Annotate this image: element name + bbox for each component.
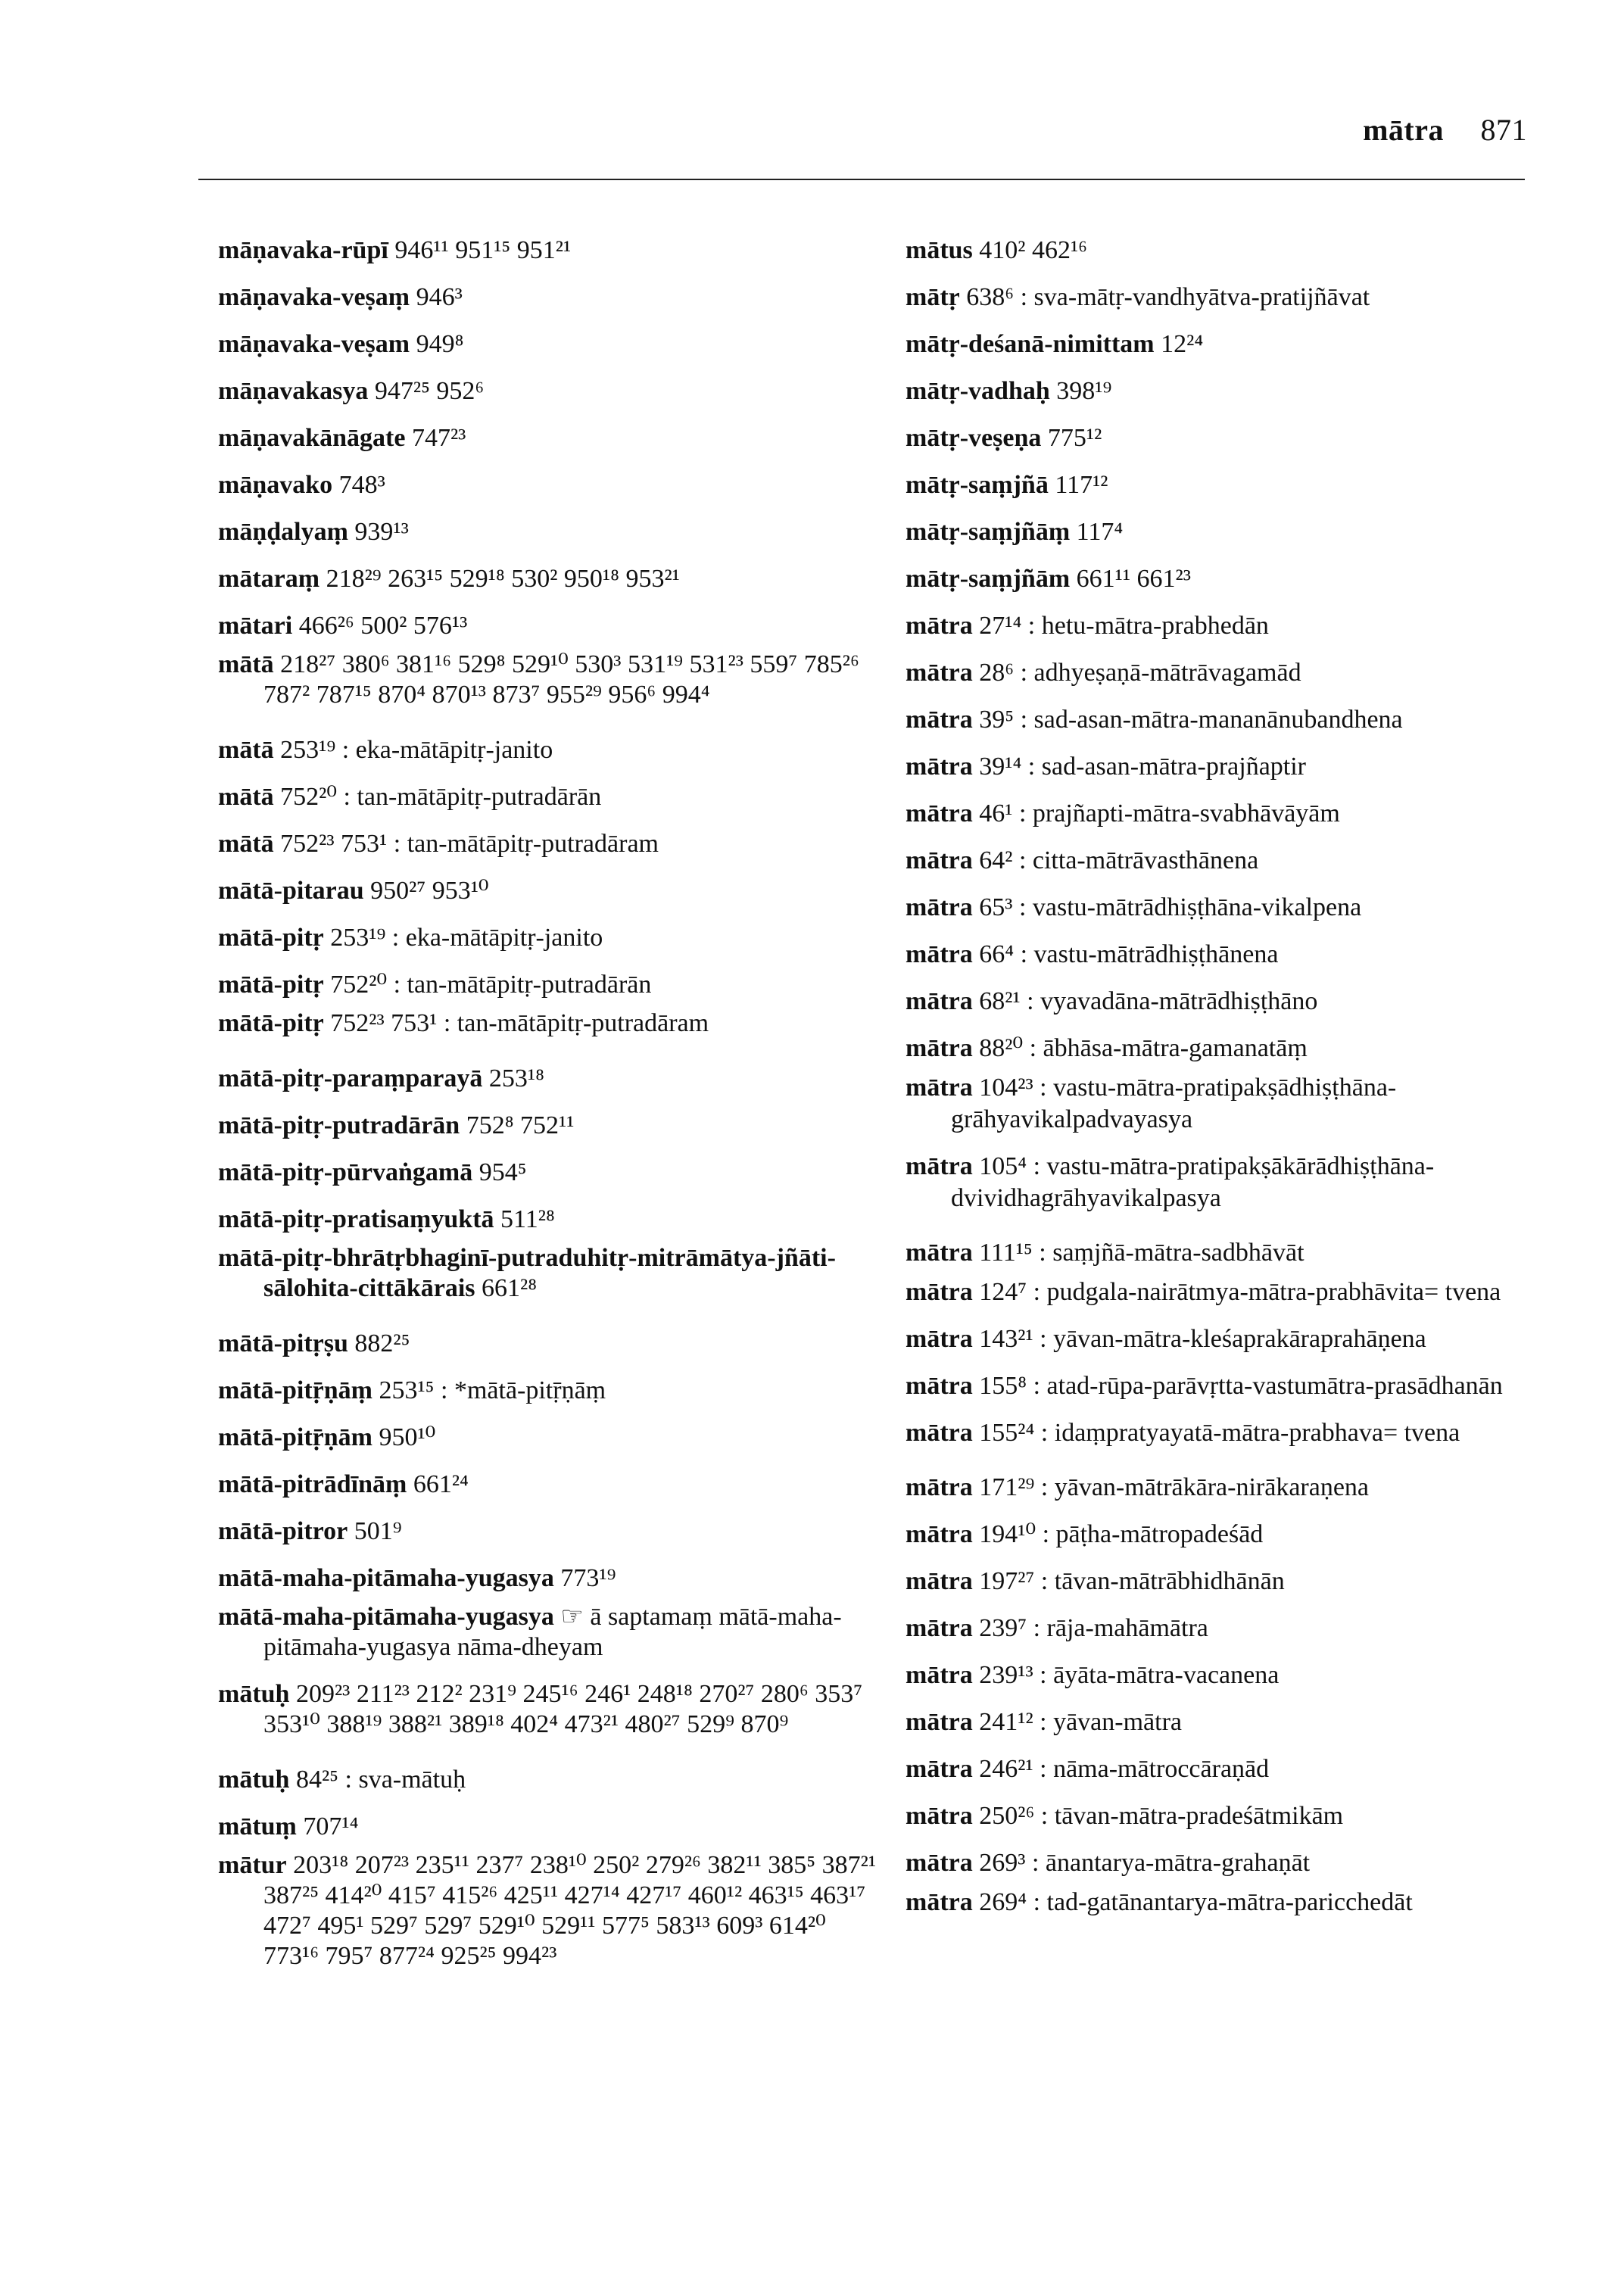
header-rule [198,179,1525,180]
index-entry [906,227,1549,274]
index-entry [906,1025,1549,1072]
entry-lemma: mātra [906,1419,973,1447]
entry-references: 218²⁷ 380⁶ 381¹⁶ 529⁸ 529¹⁰ 530³ 531¹⁹ 531²³ 559⁷ 785²⁶ 787² 787¹⁵ 870⁴ 870¹³ 873⁷ 955²⁹ 956⁶ 994⁴ [263,650,859,709]
entry-lemma: mātaraṃ [218,565,320,593]
entry-references: 501⁹ [354,1517,402,1545]
entry-lemma: māṇavakasya [218,377,369,405]
index-entry [218,821,884,868]
entry-references: 752²⁰ [330,971,388,999]
entry-references: 218²⁹ 263¹⁵ 529¹⁸ 530² 950¹⁸ 953²¹ [326,565,680,593]
entry-lemma: mātuṃ [218,1812,297,1840]
entry-compound: : pudgala-nairātmya-mātra-prabhāvita= tvena [1033,1278,1501,1306]
index-entry [218,1602,884,1679]
entry-lemma: mātus [906,236,973,264]
entry-references: 747²³ [411,424,466,452]
entry-lemma: mātra [906,940,973,968]
entry-references: 253¹⁸ [488,1064,544,1092]
entry-lemma: mātā-pitṝṇām [218,1423,372,1451]
index-entry [906,1699,1549,1746]
running-head-word: mātra [1363,113,1444,147]
entry-lemma: mātra [906,1152,973,1180]
entry-lemma: mātra [906,1372,973,1400]
entry-lemma: mātra [906,1239,973,1267]
entry-compound: : hetu-mātra-prabhedān [1027,612,1269,640]
entry-lemma: mātṛ-saṃjñām [906,565,1071,593]
entry-references: 954⁵ [478,1158,527,1186]
index-entry [218,1320,884,1367]
entry-lemma: mātra [906,1755,973,1783]
entry-compound: : yāvan-mātrākāra-nirākaraṇena [1040,1473,1370,1501]
entry-references: 88²⁰ [979,1034,1024,1062]
entry-compound: : ānantarya-mātra-grahaṇāt [1031,1849,1311,1877]
entry-compound: : tan-mātāpitṛ-putradāram [443,1009,709,1037]
entry-compound: : sva-mātṛ-vandhyātva-pratijñāvat [1020,283,1370,311]
index-entry [218,1055,884,1102]
entry-references: 638⁶ [966,283,1015,311]
index-entry [906,1323,1549,1370]
entry-lemma: mātā [218,783,274,811]
entry-references: 661²⁴ [413,1470,469,1498]
entry-lemma: mātra [906,1708,973,1736]
entry-references: 752²⁰ [280,783,337,811]
entry-lemma: mātra [906,846,973,874]
entry-compound: : idaṃpratyayatā-mātra-prabhava= tvena [1040,1419,1460,1447]
right-column [906,227,1549,1934]
index-entry [218,1555,884,1602]
entry-lemma: mātra [906,1661,973,1689]
index-entry [906,1370,1549,1417]
entry-lemma: mātra [906,1034,973,1062]
entry-references: 752²³ 753¹ [280,830,388,858]
entry-references: 105⁴ [979,1152,1027,1180]
index-entry [906,1417,1549,1464]
entry-lemma: māṇavaka-rūpī [218,236,388,264]
entry-references: 748³ [338,471,385,499]
entry-references: 241¹² [979,1708,1033,1736]
entry-lemma: mātra [906,1074,973,1102]
running-head [1363,112,1527,148]
entry-references: 269⁴ [979,1888,1027,1916]
entry-references: 39¹⁴ [979,753,1022,781]
index-entry [906,603,1549,650]
entry-references: 950²⁷ 953¹⁰ [370,877,489,905]
entry-lemma: mātā [218,650,274,678]
entry-references: 84²⁵ [295,1766,339,1794]
index-entry [218,227,884,274]
entry-references: 27¹⁴ [979,612,1022,640]
entry-compound: : *mātā-pitṝṇāṃ [441,1376,606,1404]
entry-references: 946¹¹ 951¹⁵ 951²¹ [394,236,572,264]
index-entry [906,368,1549,415]
entry-lemma: mātṛ-deśanā-nimittam [906,330,1155,358]
entry-references: 28⁶ [979,659,1015,687]
entry-lemma: mātā-pitṛ-pratisaṃyuktā [218,1205,494,1233]
entry-references: 250²⁶ [979,1802,1035,1830]
entry-lemma: mātuḥ [218,1766,290,1794]
index-entry [906,1072,1549,1151]
index-entry [906,1151,1549,1230]
entry-compound: : vastu-mātrādhiṣṭhāna-vikalpena [1018,893,1362,921]
entry-lemma: mātā-pitṝṇāṃ [218,1376,372,1404]
entry-lemma: māṇavako [218,471,333,499]
entry-lemma: mātra [906,1614,973,1642]
entry-references: 269³ [979,1849,1026,1877]
entry-compound: : tan-mātāpitṛ-putradāram [393,830,659,858]
entry-compound: : tan-mātāpitṛ-putradārān [343,783,602,811]
entry-references: 194¹⁰ [979,1520,1036,1548]
entry-lemma: mātā-pitṛṣu [218,1329,348,1357]
index-entry [218,274,884,321]
entry-references: 209²³ 211²³ 212² 231⁹ 245¹⁶ 246¹ 248¹⁸ 270²⁷ 280⁶ 353⁷ 353¹⁰ 388¹⁹ 388²¹ 389¹⁸ 402⁴ 473²¹ 480²⁷ 529⁹ 870⁹ [263,1680,863,1738]
entry-references: 197²⁷ [979,1567,1035,1595]
entry-references: 155²⁴ [979,1419,1035,1447]
entry-references: 661²⁸ [482,1274,538,1302]
entry-lemma: mātā-pitṛ [218,971,324,999]
index-entry [218,1461,884,1508]
entry-references: 939¹³ [354,518,409,546]
entry-compound: : āyāta-mātra-vacanena [1040,1661,1280,1689]
entry-lemma: mātṛ-veṣeṇa [906,424,1042,452]
entry-references: 775¹² [1047,424,1102,452]
index-entry [218,1008,884,1055]
entry-compound: : pāṭha-mātropadeśād [1042,1520,1264,1548]
entry-compound: ā saptamaṃ mātā-maha-pitāmaha-yugasya nāma-dheyam [263,1603,842,1661]
index-entry [906,415,1549,462]
entry-lemma: mātā-pitṛ-pūrvaṅgamā [218,1158,473,1186]
index-entry [218,368,884,415]
index-entry [218,1414,884,1461]
entry-lemma: mātra [906,893,973,921]
index-entry [218,727,884,774]
index-entry [906,1464,1549,1511]
entry-lemma: mātā-pitṛ [218,1009,324,1037]
entry-lemma: mātuḥ [218,1680,290,1708]
entry-lemma: mātra [906,799,973,828]
entry-references: 949⁸ [416,330,464,358]
entry-lemma: mātā-pitṛ-paraṃparayā [218,1064,483,1092]
entry-references: 65³ [979,893,1013,921]
entry-lemma: mātā [218,830,274,858]
page-number: 871 [1480,113,1527,147]
entry-lemma: mātā-pitṛ-bhrātṛbhaginī-putraduhitṛ-mitrāmātya-jñāti-sālohita-cittākārais [218,1244,836,1302]
entry-lemma: mātā-pitṛ [218,924,324,952]
index-entry [906,743,1549,790]
entry-lemma: mātra [906,753,973,781]
entry-references: 466²⁶ 500² 576¹³ [298,612,468,640]
index-entry [218,415,884,462]
entry-references: 117⁴ [1076,518,1124,546]
entry-references: 171²⁹ [979,1473,1035,1501]
index-entry [906,1652,1549,1699]
entry-compound: : vastu-mātra-pratipakṣādhiṣṭhāna-grāhyavikalpadvayasya [951,1074,1397,1133]
entry-references: 64² [979,846,1013,874]
entry-compound: : atad-rūpa-parāvṛtta-vastumātra-prasādhanān [1033,1372,1503,1400]
entry-references: 707¹⁴ [303,1812,359,1840]
index-entry [218,1679,884,1756]
entry-references: 661¹¹ 661²³ [1076,565,1191,593]
entry-compound: : vastu-mātrādhiṣṭhānena [1020,940,1279,968]
index-entry [218,774,884,821]
entry-references: 253¹⁵ [379,1376,435,1404]
index-entry [906,321,1549,368]
entry-compound: : sva-mātuḥ [344,1766,466,1794]
entry-references: 511²⁸ [500,1205,555,1233]
index-entry [218,1149,884,1196]
index-entry [906,1511,1549,1558]
entry-references: 752⁸ 752¹¹ [466,1111,575,1139]
index-entry [218,1367,884,1414]
entry-lemma: mātra [906,1473,973,1501]
index-entry [906,1840,1549,1887]
entry-lemma: mātā-maha-pitāmaha-yugasya [218,1603,554,1631]
entry-compound: : yāvan-mātra-kleśaprakāraprahāṇena [1040,1325,1426,1353]
entry-lemma: mātā-pitror [218,1517,348,1545]
entry-lemma: mātā-maha-pitāmaha-yugasya [218,1564,554,1592]
index-entry [906,1558,1549,1605]
index-entry [218,321,884,368]
index-entry [906,697,1549,743]
entry-compound: : tan-mātāpitṛ-putradārān [393,971,652,999]
index-entry [906,931,1549,978]
entry-compound: : eka-mātāpitṛ-janito [341,736,553,764]
entry-lemma: mātra [906,1520,973,1548]
entry-lemma: mātra [906,1567,973,1595]
entry-compound: : saṃjñā-mātra-sadbhāvāt [1039,1239,1304,1267]
index-entry [218,915,884,962]
index-entry [218,1850,884,1988]
index-entry [906,1230,1549,1276]
index-entry [218,1756,884,1803]
entry-references: 398¹⁹ [1056,377,1112,405]
index-entry [218,556,884,603]
entry-compound: : rāja-mahāmātra [1033,1614,1208,1642]
entry-references: 104²³ [979,1074,1033,1102]
index-entry [906,1605,1549,1652]
entry-lemma: mātra [906,1849,973,1877]
index-entry [218,868,884,915]
index-entry [218,1803,884,1850]
entry-references: 947²⁵ 952⁶ [374,377,485,405]
index-entry [906,650,1549,697]
index-entry [218,462,884,509]
entry-lemma: mātā-pitṛ-putradārān [218,1111,460,1139]
entry-compound: : sad-asan-mātra-mananānubandhena [1020,706,1403,734]
entry-references: 124⁷ [979,1278,1027,1306]
entry-compound: : tāvan-mātra-pradeśātmikām [1040,1802,1344,1830]
entry-lemma: mātṛ-saṃjñāṃ [906,518,1071,546]
index-entry [906,978,1549,1025]
entry-lemma: mātari [218,612,293,640]
index-entry [218,1243,884,1320]
entry-references: 882²⁵ [354,1329,410,1357]
entry-references: 117¹² [1055,471,1108,499]
index-entry [906,1887,1549,1934]
left-column [218,227,884,1988]
entry-compound: : vyavadāna-mātrādhiṣṭhāno [1027,987,1318,1015]
entry-compound: : prajñapti-mātra-svabhāvāyām [1018,799,1340,828]
entry-references: 239¹³ [979,1661,1033,1689]
entry-lemma: mātā-pitrādīnāṃ [218,1470,407,1498]
entry-lemma: māṇḍalyaṃ [218,518,348,546]
entry-compound: : tāvan-mātrābhidhānān [1040,1567,1285,1595]
entry-references: 203¹⁸ 207²³ 235¹¹ 237⁷ 238¹⁰ 250² 279²⁶ 382¹¹ 385⁵ 387²¹ 387²⁵ 414²⁰ 415⁷ 415²⁶ 425¹¹ 427¹⁴ 427¹⁷ 460¹² 463¹⁵ 463¹⁷ 472⁷ 495¹ 529⁷ 529⁷ 529¹⁰ 529¹¹ 577⁵ 583¹³ 609³ 614²⁰ 773¹⁶ 795⁷ 877²⁴ 925²⁵ 994²³ [263,1851,877,1970]
entry-references: 39⁵ [979,706,1015,734]
entry-lemma: māṇavaka-veṣam [218,330,410,358]
index-entry [218,1508,884,1555]
entry-compound: : vastu-mātra-pratipakṣākārādhiṣṭhāna-dvividhagrāhyavikalpasya [951,1152,1435,1212]
entry-references: 410² 462¹⁶ [979,236,1088,264]
index-entry [906,1746,1549,1793]
entry-references: 155⁸ [979,1372,1027,1400]
index-entry [218,1196,884,1243]
entry-compound: : citta-mātrāvasthānena [1018,846,1259,874]
entry-references: 946³ [416,283,463,311]
entry-lemma: mātra [906,1325,973,1353]
entry-references: 950¹⁰ [379,1423,436,1451]
index-entry [906,274,1549,321]
index-entry [906,790,1549,837]
index-entry [906,1793,1549,1840]
entry-lemma: mātra [906,659,973,687]
entry-lemma: mātra [906,612,973,640]
entry-compound: : ābhāsa-mātra-gamanatāṃ [1029,1034,1308,1062]
entry-references: 773¹⁹ [560,1564,616,1592]
entry-lemma: māṇavaka-veṣaṃ [218,283,410,311]
index-entry [218,962,884,1008]
entry-references: ☞ [560,1603,584,1631]
index-entry [218,1102,884,1149]
entry-lemma: mātṛ-vadhaḥ [906,377,1050,405]
entry-lemma: mātā [218,736,274,764]
entry-references: 253¹⁹ [330,924,386,952]
entry-compound: : nāma-mātroccāraṇād [1040,1755,1270,1783]
entry-references: 253¹⁹ [280,736,336,764]
entry-references: 239⁷ [979,1614,1027,1642]
entry-references: 68²¹ [979,987,1021,1015]
entry-lemma: mātra [906,1888,973,1916]
index-entry [906,462,1549,509]
index-entry [218,509,884,556]
entry-lemma: mātra [906,706,973,734]
entry-references: 66⁴ [979,940,1015,968]
index-entry [906,509,1549,556]
entry-lemma: mātra [906,987,973,1015]
entry-compound: : tad-gatānantarya-mātra-paricchedāt [1033,1888,1413,1916]
index-entry [906,1276,1549,1323]
entry-lemma: mātra [906,1278,973,1306]
entry-references: 46¹ [979,799,1013,828]
index-entry [906,556,1549,603]
entry-lemma: mātṛ-saṃjñā [906,471,1049,499]
entry-compound: : adhyeṣaṇā-mātrāvagamād [1020,659,1301,687]
entry-references: 12²⁴ [1161,330,1204,358]
entry-references: 246²¹ [979,1755,1033,1783]
entry-compound: : eka-mātāpitṛ-janito [391,924,603,952]
entry-compound: : sad-asan-mātra-prajñaptir [1027,753,1307,781]
entry-lemma: māṇavakānāgate [218,424,406,452]
entry-references: 143²¹ [979,1325,1033,1353]
entry-references: 111¹⁵ [979,1239,1033,1267]
index-entry [218,603,884,650]
index-entry [906,884,1549,931]
index-entry [906,837,1549,884]
index-entry [218,650,884,727]
entry-lemma: mātṛ [906,283,960,311]
entry-lemma: mātā-pitarau [218,877,364,905]
entry-compound: : yāvan-mātra [1040,1708,1182,1736]
entry-lemma: mātur [218,1851,287,1879]
entry-references: 752²³ 753¹ [330,1009,438,1037]
entry-lemma: mātra [906,1802,973,1830]
